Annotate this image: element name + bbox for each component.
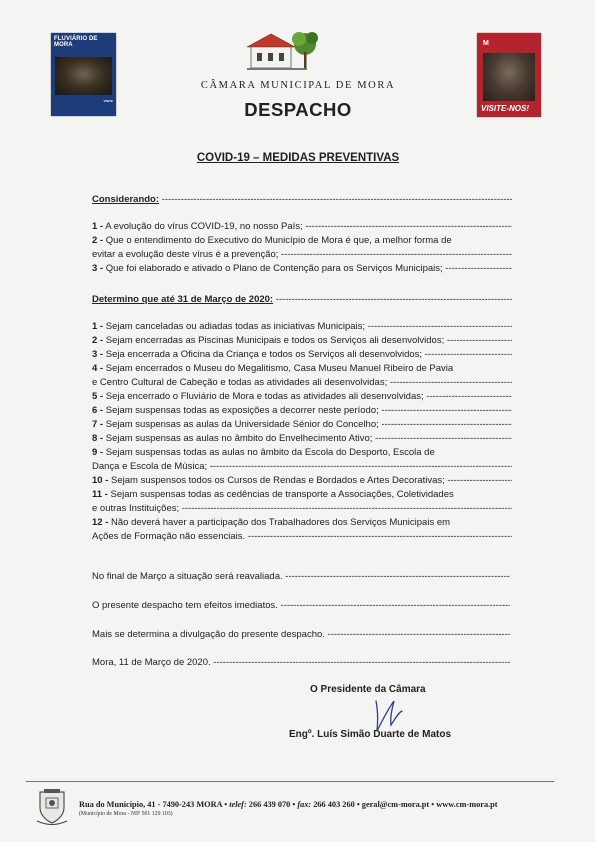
footer-nif: (Município de Mora - NIF 501 129 103): [79, 811, 173, 817]
document-date: Mora, 11 de Março de 2020. -----: [92, 657, 510, 669]
determino-item-6: 6 - Sejam suspensas todas as exposições a decorrer neste período; -----: [92, 405, 512, 417]
megalitismo-photo: [483, 53, 535, 101]
determino-item-8: 8 - Sejam suspensas as aulas no âmbito do Envelhecimento Ativo; -----: [92, 433, 512, 445]
footer-contact-line: Rua do Município, 41 - 7490-243 MORA • telef: 266 439 070 • fax: 266 403 260 • geral@cm-mora.pt • www.cm-mora.pt: [79, 800, 498, 809]
considerando-item-1: 1 - A evolução do vírus COVID-19, no nosso País; -----: [92, 221, 512, 233]
footer-divider: [26, 781, 554, 782]
city-hall-emblem-icon: [243, 26, 323, 76]
determino-item-3: 3 - Seja encerrada a Oficina da Criança e todos os Serviços ali desenvolvidos; -----: [92, 349, 512, 361]
determino-item-4: 4 - Sejam encerrados o Museu do Megalitismo, Casa Museu Manuel Ribeiro de Pavia: [92, 363, 454, 374]
determino-item-10: 10 - Sejam suspensos todos os Cursos de Rendas e Bordados e Artes Decorativas; -----: [92, 475, 512, 487]
closing-immediate-effect: O presente despacho tem efeitos imediatos. -----: [92, 600, 510, 612]
determino-heading: Determino que até 31 de Março de 2020: -----: [92, 294, 512, 306]
determino-item-11: 11 - Sejam suspensas todas as cedências de transporte a Associações, Coletividades: [92, 489, 454, 500]
footer-telef-label: telef:: [229, 800, 247, 809]
footer-email-link[interactable]: geral@cm-mora.pt: [361, 800, 430, 809]
footer-fax: 266 403 260: [313, 800, 355, 809]
determino-item-7: 7 - Sejam suspensas as aulas da Universidade Sénior do Concelho; -----: [92, 419, 512, 431]
footer-website-link[interactable]: www.cm-mora.pt: [436, 800, 498, 809]
determino-item-1: 1 - Sejam canceladas ou adiadas todas as iniciativas Municipais; -----: [92, 321, 512, 333]
document-title: COVID-19 – MEDIDAS PREVENTIVAS: [196, 152, 400, 164]
signatory-name: Engº. Luís Simão Duarte de Matos: [289, 729, 452, 740]
council-name: CÂMARA MUNICIPAL DE MORA: [200, 80, 396, 91]
determino-item-9-cont: Dança e Escola de Música; -----: [92, 461, 512, 473]
document-type: DESPACHO: [244, 99, 352, 120]
closing-dissemination: Mais se determina a divulgação do presente despacho. -----: [92, 629, 510, 641]
determino-item-11-cont: e outras Instituições; -----: [92, 503, 512, 515]
signatory-role: O Presidente da Câmara: [310, 684, 426, 695]
museum-mark-icon: M: [483, 40, 489, 47]
fluviario-logo: [51, 33, 116, 116]
fluviario-badge: VISITE: [103, 99, 113, 103]
footer-fax-label: fax:: [297, 800, 312, 809]
considerando-item-2-cont: evitar a evolução deste vírus é a prevenção; -----: [92, 249, 512, 261]
determino-item-5: 5 - Seja encerrado o Fluviário de Mora e todas as atividades ali desenvolvidas; -----: [92, 391, 512, 403]
fluviario-logo-title: FLUVIÁRIO DE MORA: [54, 36, 98, 48]
municipal-coat-of-arms-icon: [34, 788, 70, 826]
closing-reevaluation: No final de Março a situação será reavaliada. -----: [92, 571, 510, 583]
determino-item-12: 12 - Não deverá haver a participação dos Trabalhadores dos Serviços Municipais em: [92, 517, 451, 528]
fluviario-photo: [55, 57, 112, 95]
determino-item-4-cont: e Centro Cultural de Cabeção e todas as atividades ali desenvolvidas; -----: [92, 377, 512, 389]
considerando-item-2: 2 - Que o entendimento do Executivo do Município de Mora é que, a melhor forma de: [92, 235, 452, 246]
footer-address: Rua do Município, 41 - 7490-243 MORA: [79, 800, 223, 809]
megalitismo-logo: [477, 33, 541, 117]
considerando-item-3: 3 - Que foi elaborado e ativado o Plano de Contenção para os Serviços Municipais; -----: [92, 263, 512, 275]
footer-telef: 266 439 070: [248, 800, 291, 809]
determino-item-9: 9 - Sejam suspensas todas as aulas no âmbito da Escola do Desporto, Escola de: [92, 447, 435, 458]
considerando-heading: Considerando: -----: [92, 194, 512, 206]
determino-item-12-cont: Ações de Formação não essenciais. -----: [92, 531, 512, 543]
visit-us-label: VISITE-NOS!: [481, 104, 530, 113]
determino-item-2: 2 - Sejam encerradas as Piscinas Municipais e todos os Serviços ali desenvolvidos; -----: [92, 335, 512, 347]
